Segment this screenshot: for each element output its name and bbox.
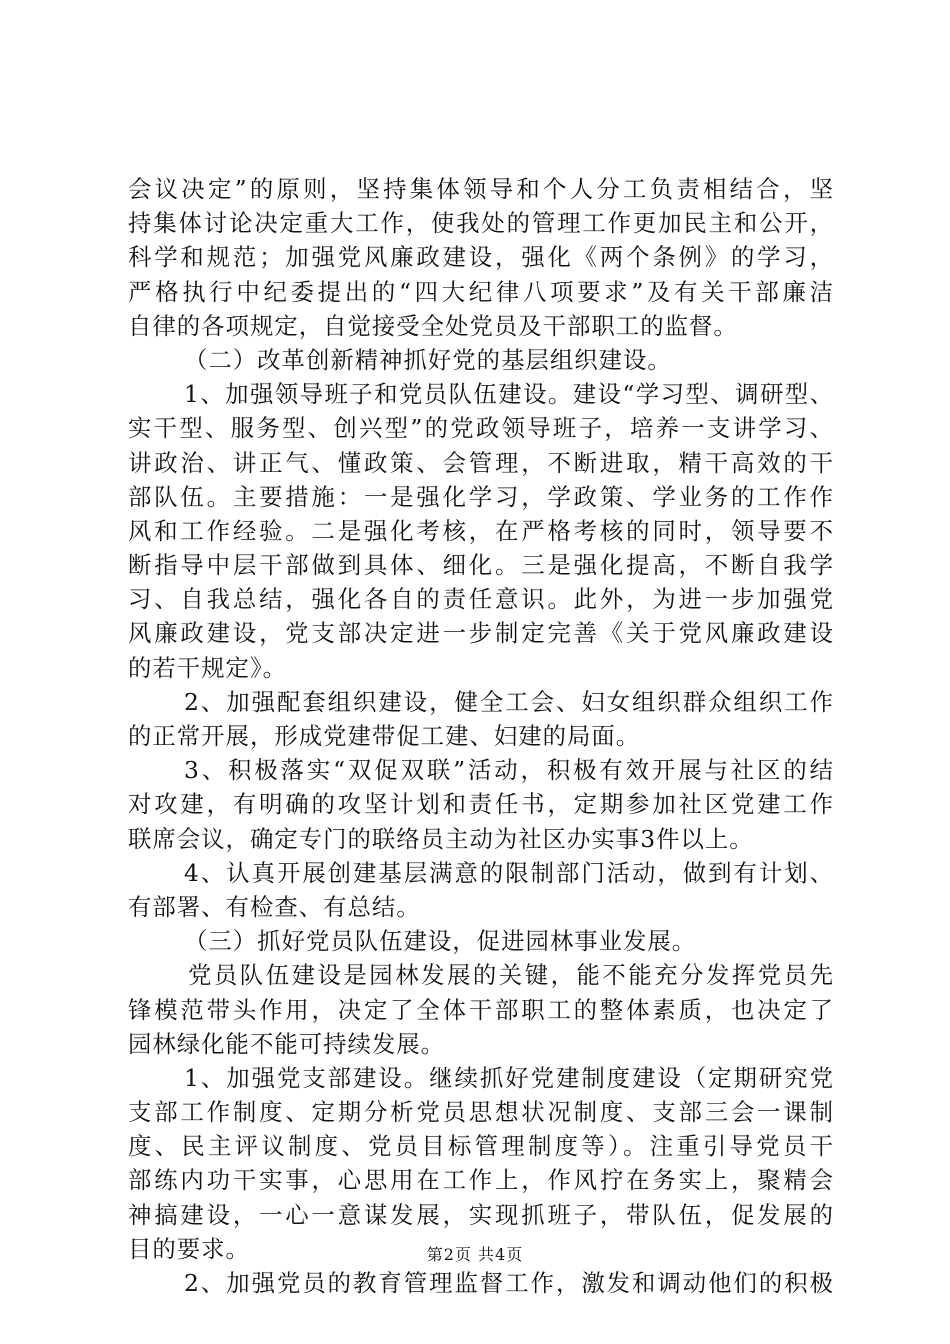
- page-footer: 第2页 共4页: [426, 1245, 524, 1264]
- text-line: 目的要求。: [128, 1234, 250, 1263]
- text-line: 的正常开展，形成党建带促工建、妇建的局面。: [128, 722, 641, 750]
- text-line: 科学和规范；加强党风廉政建设，强化《两个条例》的学习，: [128, 243, 834, 272]
- text-line: 持集体讨论决定重大工作，使我处的管理工作更加民主和公开，: [128, 209, 834, 238]
- text-line: 2、加强配套组织建设，健全工会、妇女组织群众组织工作: [184, 687, 834, 716]
- text-line: 习、自我总结，强化各自的责任意识。此外，为进一步加强党: [128, 585, 834, 614]
- section-heading: （三）抓好党员队伍建设，促进园林事业发展。: [184, 927, 697, 956]
- text-line: 部队伍。主要措施：一是强化学习，学政策、学业务的工作作: [128, 482, 834, 511]
- text-line: 对攻建，有明确的攻坚计划和责任书，定期参加社区党建工作: [128, 790, 834, 819]
- text-line: 联席会议，确定专门的联络员主动为社区办实事3件以上。: [128, 824, 754, 853]
- document-body: [128, 172, 834, 1300]
- text-line: 风廉政建设，党支部决定进一步制定完善《关于党风廉政建设: [128, 619, 834, 648]
- text-line: 4、认真开展创建基层满意的限制部门活动，做到有计划、: [184, 858, 834, 887]
- text-line: 1、加强党支部建设。继续抓好党建制度建设（定期研究党: [184, 1063, 834, 1092]
- text-line: 断指导中层干部做到具体、细化。三是强化提高，不断自我学: [128, 551, 834, 580]
- text-line: 风和工作经验。二是强化考核，在严格考核的同时，领导要不: [128, 516, 834, 545]
- text-line: 1、加强领导班子和党员队伍建设。建设“学习型、调研型、: [184, 380, 834, 409]
- section-heading: （二）改革创新精神抓好党的基层组织建设。: [184, 345, 672, 374]
- text-line: 神搞建设，一心一意谋发展，实现抓班子，带队伍，促发展的: [128, 1200, 834, 1229]
- text-line: 部练内功干实事，心思用在工作上，作风拧在务实上，聚精会: [128, 1166, 834, 1195]
- text-line: 自律的各项规定，自觉接受全处党员及干部职工的监督。: [128, 311, 738, 340]
- text-line: 支部工作制度、定期分析党员思想状况制度、支部三会一课制: [128, 1098, 834, 1127]
- text-line: 的若干规定》。: [128, 653, 288, 682]
- text-line: 讲政治、讲正气、懂政策、会管理，不断进取，精干高效的干: [128, 448, 834, 477]
- text-line: 园林绿化能不能可持续发展。: [128, 1029, 446, 1058]
- text-line: 有部署、有检查、有总结。: [128, 892, 421, 921]
- text-line: 会议决定”的原则，坚持集体领导和个人分工负责相结合，坚: [128, 175, 834, 203]
- text-line: 度、民主评议制度、党员目标管理制度等）。注重引导党员干: [128, 1132, 834, 1161]
- text-line: 2、加强党员的教育管理监督工作，激发和调动他们的积极: [184, 1269, 834, 1297]
- text-line: 党员队伍建设是园林发展的关键，能不能充分发挥党员先: [188, 961, 834, 990]
- text-line: 实干型、服务型、创兴型”的党政领导班子，培养一支讲学习、: [128, 414, 834, 443]
- text-line: 锋模范带头作用，决定了全体干部职工的整体素质，也决定了: [128, 995, 834, 1024]
- text-line: 严格执行中纪委提出的“四大纪律八项要求”及有关干部廉洁: [128, 277, 834, 306]
- text-line: 3、积极落实“双促双联”活动，积极有效开展与社区的结: [184, 756, 834, 785]
